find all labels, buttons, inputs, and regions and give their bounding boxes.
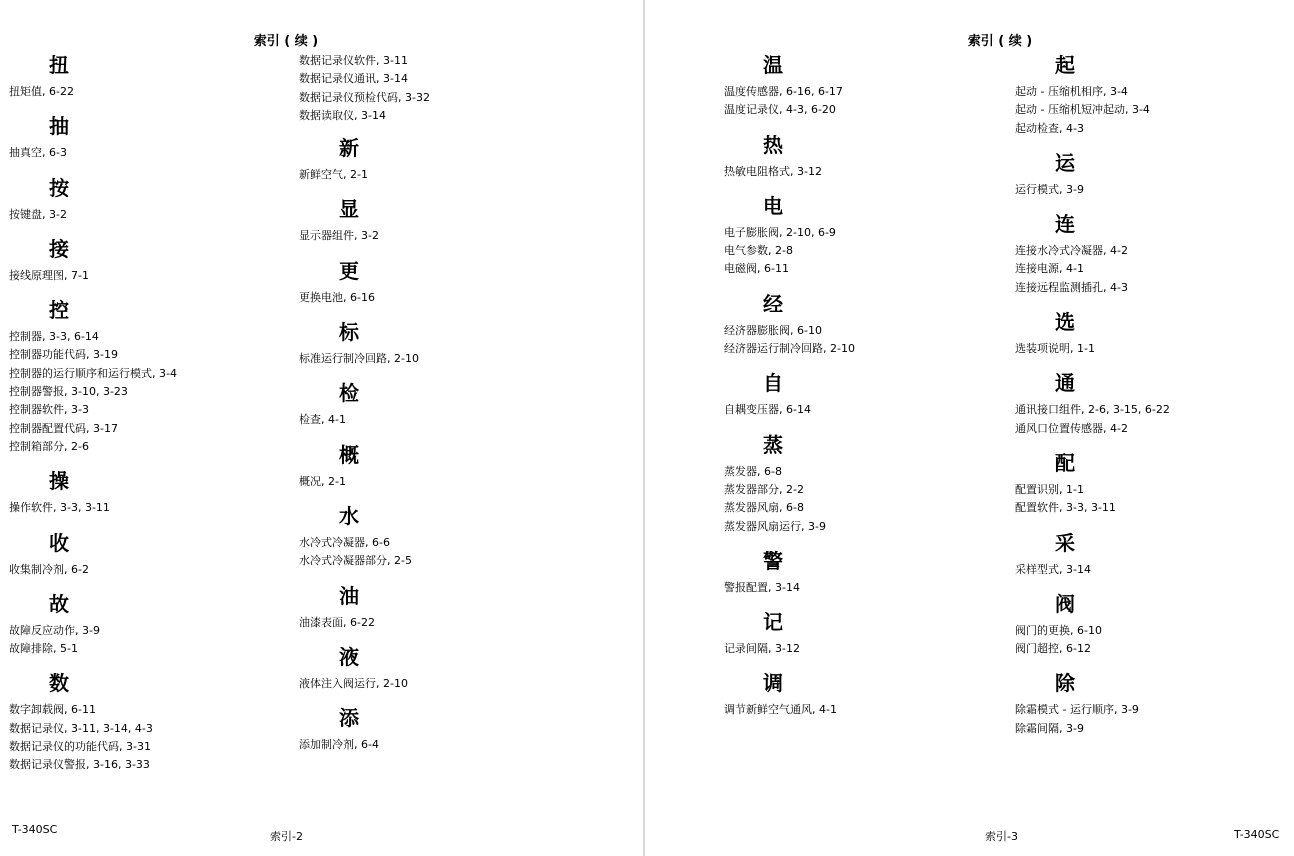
index-section xyxy=(1015,530,1294,579)
index-entry: 除霜模式 - 运行顺序, 3-9 xyxy=(1015,703,1139,717)
index-entry: 连接水冷式冷凝器, 4-2 xyxy=(1015,244,1128,258)
index-entry: 配置软件, 3-3, 3-11 xyxy=(1015,501,1116,515)
left-page xyxy=(0,0,643,856)
index-entry: 数据记录仪预检代码, 3-32 xyxy=(299,90,430,104)
index-letter-heading: 蒸 xyxy=(763,432,783,457)
index-section xyxy=(9,670,289,774)
index-section xyxy=(724,52,1004,120)
index-column-1 xyxy=(9,52,289,787)
index-entry: 经济器膨胀阀, 6-10 xyxy=(724,323,822,337)
index-entry: 抽真空, 6-3 xyxy=(9,146,67,160)
index-section xyxy=(9,175,289,224)
index-letter-heading: 除 xyxy=(1055,671,1075,696)
index-entry: 连接远程监测插孔, 4-3 xyxy=(1015,280,1128,294)
index-section xyxy=(1015,591,1294,659)
index-entry: 采样型式, 3-14 xyxy=(1015,562,1091,576)
index-section xyxy=(299,135,579,184)
index-entry: 电磁阀, 6-11 xyxy=(724,262,789,276)
index-section xyxy=(299,442,579,491)
index-letter-heading: 检 xyxy=(339,381,359,406)
index-letter-heading: 水 xyxy=(339,503,359,528)
index-section xyxy=(299,503,579,571)
index-letter-heading: 起 xyxy=(1055,53,1075,77)
index-section xyxy=(9,52,289,101)
index-letter-heading: 温 xyxy=(763,53,783,77)
index-section xyxy=(1015,450,1294,518)
index-section xyxy=(724,609,1004,658)
index-letter-heading: 抽 xyxy=(49,114,69,139)
page-title: 索引 ( 续 ) xyxy=(253,34,319,49)
index-section xyxy=(724,132,1004,181)
index-entry: 通讯接口组件, 2-6, 3-15, 6-22 xyxy=(1015,403,1170,417)
index-letter-heading: 控 xyxy=(49,298,69,323)
index-entry: 起动 - 压缩机短冲起动, 3-4 xyxy=(1015,103,1150,117)
index-section xyxy=(724,291,1004,359)
index-entry: 热敏电阻格式, 3-12 xyxy=(724,164,822,178)
index-entry: 控制器软件, 3-3 xyxy=(9,403,89,417)
index-entry: 数据记录仪软件, 3-11 xyxy=(299,54,408,67)
index-letter-heading: 采 xyxy=(1055,530,1075,555)
index-entry: 故障反应动作, 3-9 xyxy=(9,623,100,637)
index-letter-heading: 更 xyxy=(339,258,359,283)
index-letter-heading: 警 xyxy=(763,548,783,573)
index-entry: 控制器警报, 3-10, 3-23 xyxy=(9,385,128,399)
index-entry: 液体注入阀运行, 2-10 xyxy=(299,676,408,690)
index-entry: 数据记录仪通讯, 3-14 xyxy=(299,72,408,86)
index-entry: 操作软件, 3-3, 3-11 xyxy=(9,501,110,515)
index-section xyxy=(1015,52,1294,138)
index-entry: 收集制冷剂, 6-2 xyxy=(9,562,89,576)
index-letter-heading: 扭 xyxy=(49,53,69,77)
index-entry: 温度记录仪, 4-3, 6-20 xyxy=(724,103,836,117)
index-entry: 记录间隔, 3-12 xyxy=(724,642,800,656)
index-entry: 控制器功能代码, 3-19 xyxy=(9,348,118,362)
index-section xyxy=(9,113,289,162)
index-letter-heading: 故 xyxy=(49,591,69,616)
index-entry: 控制器, 3-3, 6-14 xyxy=(9,330,99,344)
index-section xyxy=(1015,211,1294,297)
index-entry: 调节新鲜空气通风, 4-1 xyxy=(724,703,837,717)
index-letter-heading: 电 xyxy=(763,193,783,218)
index-column-2 xyxy=(299,52,579,766)
index-entry: 油漆表面, 6-22 xyxy=(299,615,375,629)
index-entry: 蒸发器风扇, 6-8 xyxy=(724,501,804,515)
index-letter-heading: 热 xyxy=(763,132,783,157)
index-entry: 除霜间隔, 3-9 xyxy=(1015,721,1084,735)
index-letter-heading: 标 xyxy=(339,320,359,345)
index-entry: 警报配置, 3-14 xyxy=(724,580,800,594)
index-letter-heading: 调 xyxy=(763,671,783,696)
index-letter-heading: 经 xyxy=(763,291,783,316)
model-number: T-340SC xyxy=(1234,828,1280,841)
index-entry: 添加制冷剂, 6-4 xyxy=(299,738,379,752)
index-letter-heading: 接 xyxy=(49,236,69,261)
index-entry: 按键盘, 3-2 xyxy=(9,207,67,221)
index-letter-heading: 新 xyxy=(339,136,359,161)
index-section xyxy=(1015,670,1294,738)
index-entry: 控制器的运行顺序和运行模式, 3-4 xyxy=(9,366,177,380)
index-entry: 更换电池, 6-16 xyxy=(299,290,375,304)
index-entry: 经济器运行制冷回路, 2-10 xyxy=(724,342,855,356)
index-section xyxy=(724,670,1004,719)
index-letter-heading: 液 xyxy=(339,644,359,669)
index-entry: 运行模式, 3-9 xyxy=(1015,182,1084,196)
index-entry: 电子膨胀阀, 2-10, 6-9 xyxy=(724,225,836,239)
index-entry: 控制箱部分, 2-6 xyxy=(9,439,89,453)
index-section xyxy=(724,370,1004,419)
index-section xyxy=(9,468,289,517)
model-number: T-340SC xyxy=(12,823,58,836)
page-number: 索引-3 xyxy=(985,830,1018,843)
index-letter-heading: 记 xyxy=(763,610,783,635)
index-entry: 水冷式冷凝器部分, 2-5 xyxy=(299,554,412,568)
index-section xyxy=(9,236,289,285)
index-entry: 扭矩值, 6-22 xyxy=(9,85,74,98)
index-letter-heading: 通 xyxy=(1055,371,1075,396)
index-letter-heading: 配 xyxy=(1055,450,1075,475)
index-entry: 阀门的更换, 6-10 xyxy=(1015,623,1102,637)
index-entry: 检查, 4-1 xyxy=(299,413,346,427)
index-entry: 数据记录仪的功能代码, 3-31 xyxy=(9,740,151,754)
index-section xyxy=(299,319,579,368)
index-letter-heading: 概 xyxy=(339,442,359,467)
index-entry: 起动检查, 4-3 xyxy=(1015,121,1084,135)
index-entry: 标准运行制冷回路, 2-10 xyxy=(299,352,419,366)
index-section xyxy=(9,591,289,659)
index-letter-heading: 自 xyxy=(763,371,783,396)
page-title: 索引 ( 续 ) xyxy=(967,34,1033,49)
page-number: 索引-2 xyxy=(270,830,303,843)
index-section xyxy=(299,258,579,307)
index-letter-heading: 油 xyxy=(339,583,359,608)
index-entry: 电气参数, 2-8 xyxy=(724,244,793,258)
index-letter-heading: 操 xyxy=(49,469,69,494)
index-entry: 蒸发器风扇运行, 3-9 xyxy=(724,519,826,533)
index-entry: 数据读取仪, 3-14 xyxy=(299,108,386,122)
index-column-2 xyxy=(1015,52,1294,750)
index-entry: 接线原理图, 7-1 xyxy=(9,268,89,282)
index-entry: 蒸发器, 6-8 xyxy=(724,464,782,478)
index-entry: 数据记录仪, 3-11, 3-14, 4-3 xyxy=(9,721,153,735)
index-section-continued xyxy=(299,52,579,125)
index-section xyxy=(1015,150,1294,199)
index-letter-heading: 收 xyxy=(49,530,69,555)
index-section xyxy=(299,705,579,754)
index-letter-heading: 连 xyxy=(1055,212,1075,237)
index-entry: 温度传感器, 6-16, 6-17 xyxy=(724,85,843,98)
index-entry: 蒸发器部分, 2-2 xyxy=(724,482,804,496)
index-letter-heading: 阀 xyxy=(1055,591,1075,616)
index-section xyxy=(299,380,579,429)
index-entry: 起动 - 压缩机相序, 3-4 xyxy=(1015,85,1128,98)
index-entry: 水冷式冷凝器, 6-6 xyxy=(299,535,390,549)
index-section xyxy=(1015,309,1294,358)
index-section xyxy=(724,548,1004,597)
index-entry: 概况, 2-1 xyxy=(299,474,346,488)
index-section xyxy=(299,196,579,245)
index-letter-heading: 运 xyxy=(1055,150,1075,175)
index-entry: 控制器配置代码, 3-17 xyxy=(9,421,118,435)
index-entry: 新鲜空气, 2-1 xyxy=(299,168,368,182)
index-entry: 阀门超控, 6-12 xyxy=(1015,642,1091,656)
index-letter-heading: 添 xyxy=(339,706,359,731)
index-entry: 选装项说明, 1-1 xyxy=(1015,342,1095,356)
index-entry: 数字卸载阀, 6-11 xyxy=(9,703,96,717)
index-letter-heading: 选 xyxy=(1055,310,1075,335)
index-section xyxy=(9,297,289,456)
index-letter-heading: 显 xyxy=(339,197,359,222)
index-entry: 数据记录仪警报, 3-16, 3-33 xyxy=(9,758,150,772)
index-section xyxy=(724,193,1004,279)
index-section xyxy=(299,644,579,693)
right-page xyxy=(645,0,1294,856)
index-entry: 配置识别, 1-1 xyxy=(1015,482,1084,496)
index-section xyxy=(299,583,579,632)
index-entry: 故障排除, 5-1 xyxy=(9,642,78,656)
index-section xyxy=(1015,370,1294,438)
index-section xyxy=(9,530,289,579)
index-entry: 通风口位置传感器, 4-2 xyxy=(1015,421,1128,435)
index-entry: 自耦变压器, 6-14 xyxy=(724,403,811,417)
index-entry: 显示器组件, 3-2 xyxy=(299,229,379,243)
index-letter-heading: 数 xyxy=(49,671,69,696)
index-letter-heading: 按 xyxy=(49,175,69,200)
index-entry: 连接电源, 4-1 xyxy=(1015,262,1084,276)
index-section xyxy=(724,432,1004,536)
index-column-1 xyxy=(724,52,1004,732)
